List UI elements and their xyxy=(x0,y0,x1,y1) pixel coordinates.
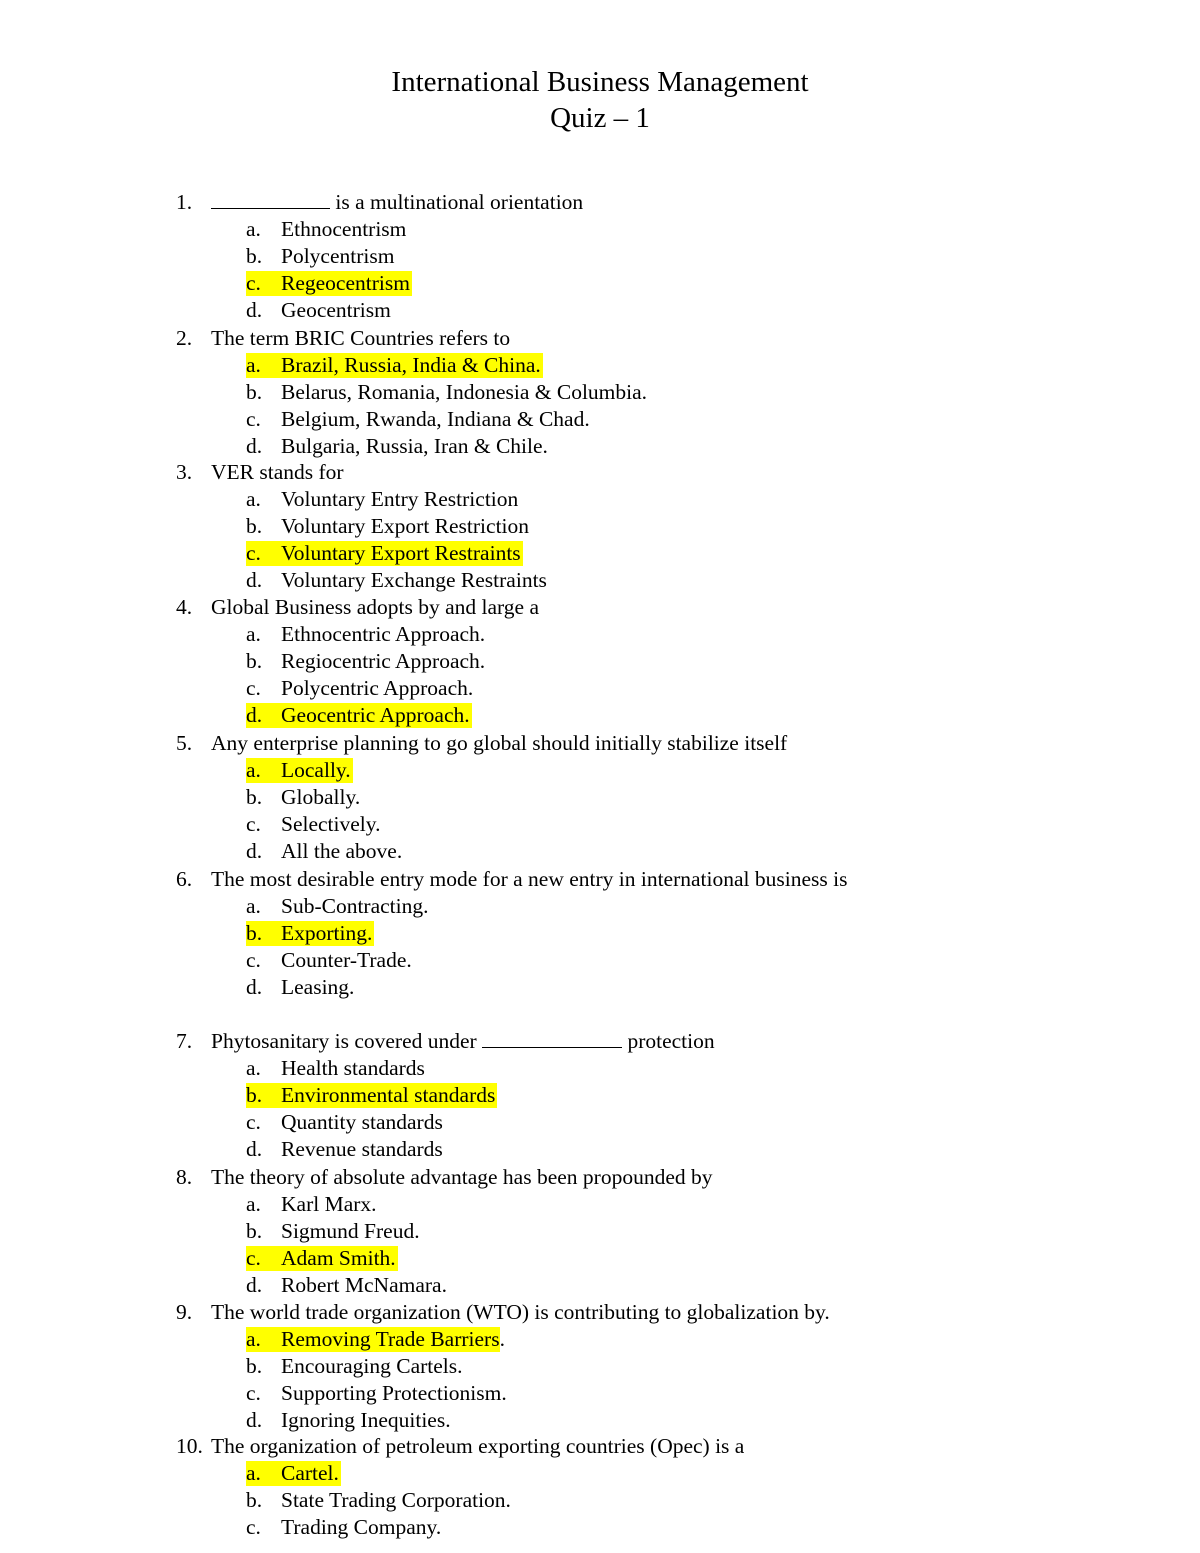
option-text: Selectively. xyxy=(281,812,381,836)
question-line xyxy=(0,866,1200,893)
option-item xyxy=(0,621,1200,648)
option-item xyxy=(0,1407,1200,1434)
option-letter: d. xyxy=(246,975,263,999)
question-text: VER stands for xyxy=(211,460,344,484)
answer-blank xyxy=(482,1028,622,1048)
option-item xyxy=(0,1272,1200,1299)
option-item xyxy=(0,352,1200,379)
option-item xyxy=(0,270,1200,297)
question-number: 9. xyxy=(176,1300,193,1324)
option-text: All the above. xyxy=(281,839,403,863)
option-letter: d. xyxy=(246,1408,263,1432)
option-letter: c. xyxy=(246,1515,261,1539)
option-item xyxy=(0,974,1200,1001)
option-item xyxy=(0,433,1200,460)
option-text: Brazil, Russia, India & China. xyxy=(281,353,541,377)
answer-blank xyxy=(211,189,330,209)
option-letter: d. xyxy=(246,298,263,322)
option-item xyxy=(0,513,1200,540)
option-letter: c. xyxy=(246,948,261,972)
option-item xyxy=(0,1218,1200,1245)
option-item xyxy=(0,811,1200,838)
option-item xyxy=(0,486,1200,513)
option-item xyxy=(0,947,1200,974)
question-number: 5. xyxy=(176,731,193,755)
question-number: 8. xyxy=(176,1165,193,1189)
question-text: Phytosanitary is covered under protection xyxy=(211,1029,715,1053)
option-item xyxy=(0,379,1200,406)
option-text: Geocentric Approach. xyxy=(281,703,470,727)
question-number: 4. xyxy=(176,595,193,619)
option-text: Cartel. xyxy=(281,1461,339,1485)
option-letter: b. xyxy=(246,1083,263,1107)
option-text: Ethnocentric Approach. xyxy=(281,622,486,646)
option-text: Ignoring Inequities. xyxy=(281,1408,451,1432)
option-text: Polycentrism xyxy=(281,244,395,268)
option-letter: a. xyxy=(246,1192,261,1216)
option-text: Environmental standards xyxy=(281,1083,496,1107)
option-text: Globally. xyxy=(281,785,361,809)
question-line xyxy=(0,1433,1200,1460)
option-letter: b. xyxy=(246,514,263,538)
question-text: The world trade organization (WTO) is contributing to globalization by. xyxy=(211,1300,830,1324)
option-letter: a. xyxy=(246,487,261,511)
option-item xyxy=(0,567,1200,594)
option-letter: c. xyxy=(246,541,261,565)
question-text: is a multinational orientation xyxy=(211,189,583,216)
option-text: Removing Trade Barriers. xyxy=(281,1327,505,1351)
option-text: Sigmund Freud. xyxy=(281,1219,420,1243)
option-item xyxy=(0,838,1200,865)
option-letter: a. xyxy=(246,217,261,241)
option-letter: b. xyxy=(246,1219,263,1243)
option-text: Trading Company. xyxy=(281,1515,442,1539)
option-text: Karl Marx. xyxy=(281,1192,377,1216)
option-letter: d. xyxy=(246,839,263,863)
option-letter: c. xyxy=(246,812,261,836)
option-letter: a. xyxy=(246,1461,261,1485)
question-number: 6. xyxy=(176,867,193,891)
option-item xyxy=(0,1082,1200,1109)
option-letter: c. xyxy=(246,271,261,295)
option-letter: a. xyxy=(246,622,261,646)
option-item xyxy=(0,1191,1200,1218)
option-item xyxy=(0,1109,1200,1136)
option-text: Locally. xyxy=(281,758,351,782)
option-item xyxy=(0,1487,1200,1514)
option-text: Exporting. xyxy=(281,921,373,945)
question-text: Global Business adopts by and large a xyxy=(211,595,540,619)
option-letter: b. xyxy=(246,380,263,404)
option-text: Regiocentric Approach. xyxy=(281,649,486,673)
question-number: 10. xyxy=(176,1434,203,1458)
option-letter: c. xyxy=(246,1110,261,1134)
option-letter: b. xyxy=(246,1354,263,1378)
question-line xyxy=(0,1299,1200,1326)
option-item xyxy=(0,1055,1200,1082)
option-item xyxy=(0,702,1200,729)
option-letter: d. xyxy=(246,703,263,727)
option-text: Voluntary Export Restraints xyxy=(281,541,521,565)
document-title: International Business Management xyxy=(391,66,809,98)
option-letter: b. xyxy=(246,921,263,945)
option-text: Regeocentrism xyxy=(281,271,410,295)
option-letter: a. xyxy=(246,1056,261,1080)
option-text: Leasing. xyxy=(281,975,355,999)
option-text: Supporting Protectionism. xyxy=(281,1381,507,1405)
option-text: Revenue standards xyxy=(281,1137,443,1161)
option-item xyxy=(0,297,1200,324)
question-number: 2. xyxy=(176,326,193,350)
option-letter: a. xyxy=(246,353,261,377)
question-line xyxy=(0,325,1200,352)
option-letter: d. xyxy=(246,434,263,458)
option-item xyxy=(0,406,1200,433)
option-item xyxy=(0,675,1200,702)
question-text: Any enterprise planning to go global should initially stabilize itself xyxy=(211,731,788,755)
question-line xyxy=(0,594,1200,621)
option-item xyxy=(0,243,1200,270)
question-text: The most desirable entry mode for a new entry in international business is xyxy=(211,867,848,891)
option-item xyxy=(0,757,1200,784)
option-text: Counter-Trade. xyxy=(281,948,412,972)
question-line xyxy=(0,459,1200,486)
option-item xyxy=(0,1136,1200,1163)
option-text: Voluntary Entry Restriction xyxy=(281,487,519,511)
unhighlighted-punctuation: . xyxy=(499,1327,505,1351)
option-text: Robert McNamara. xyxy=(281,1273,447,1297)
option-letter: b. xyxy=(246,244,263,268)
option-text: Quantity standards xyxy=(281,1110,443,1134)
option-letter: d. xyxy=(246,568,263,592)
option-text: Sub-Contracting. xyxy=(281,894,429,918)
option-text: Adam Smith. xyxy=(281,1246,396,1270)
option-item xyxy=(0,648,1200,675)
question-number: 7. xyxy=(176,1029,193,1053)
option-letter: c. xyxy=(246,407,261,431)
option-item xyxy=(0,1353,1200,1380)
question-line xyxy=(0,189,1200,216)
question-number: 1. xyxy=(176,190,193,214)
option-letter: c. xyxy=(246,676,261,700)
option-letter: a. xyxy=(246,1327,261,1351)
question-line xyxy=(0,1028,1200,1055)
option-letter: a. xyxy=(246,894,261,918)
option-item xyxy=(0,1460,1200,1487)
option-letter: a. xyxy=(246,758,261,782)
question-text: The theory of absolute advantage has been propounded by xyxy=(211,1165,713,1189)
option-text: Bulgaria, Russia, Iran & Chile. xyxy=(281,434,548,458)
option-text: Ethnocentrism xyxy=(281,217,407,241)
option-letter: d. xyxy=(246,1137,263,1161)
option-text: Health standards xyxy=(281,1056,425,1080)
option-item xyxy=(0,784,1200,811)
option-letter: b. xyxy=(246,649,263,673)
option-text: Polycentric Approach. xyxy=(281,676,474,700)
option-item xyxy=(0,540,1200,567)
option-item xyxy=(0,893,1200,920)
question-text: The term BRIC Countries refers to xyxy=(211,326,511,350)
option-item xyxy=(0,1326,1200,1353)
option-item xyxy=(0,216,1200,243)
option-item xyxy=(0,1245,1200,1272)
option-text: State Trading Corporation. xyxy=(281,1488,511,1512)
option-letter: d. xyxy=(246,1273,263,1297)
question-number: 3. xyxy=(176,460,193,484)
option-text: Belarus, Romania, Indonesia & Columbia. xyxy=(281,380,648,404)
option-item xyxy=(0,920,1200,947)
option-text: Encouraging Cartels. xyxy=(281,1354,463,1378)
option-letter: b. xyxy=(246,1488,263,1512)
document-subtitle: Quiz – 1 xyxy=(550,102,650,134)
option-text: Geocentrism xyxy=(281,298,391,322)
option-item xyxy=(0,1514,1200,1541)
option-letter: c. xyxy=(246,1246,261,1270)
option-text: Voluntary Exchange Restraints xyxy=(281,568,547,592)
option-text: Voluntary Export Restriction xyxy=(281,514,530,538)
option-text: Belgium, Rwanda, Indiana & Chad. xyxy=(281,407,590,431)
option-item xyxy=(0,1380,1200,1407)
option-letter: b. xyxy=(246,785,263,809)
question-line xyxy=(0,1164,1200,1191)
option-letter: c. xyxy=(246,1381,261,1405)
question-text: The organization of petroleum exporting countries (Opec) is a xyxy=(211,1434,745,1458)
question-line xyxy=(0,730,1200,757)
